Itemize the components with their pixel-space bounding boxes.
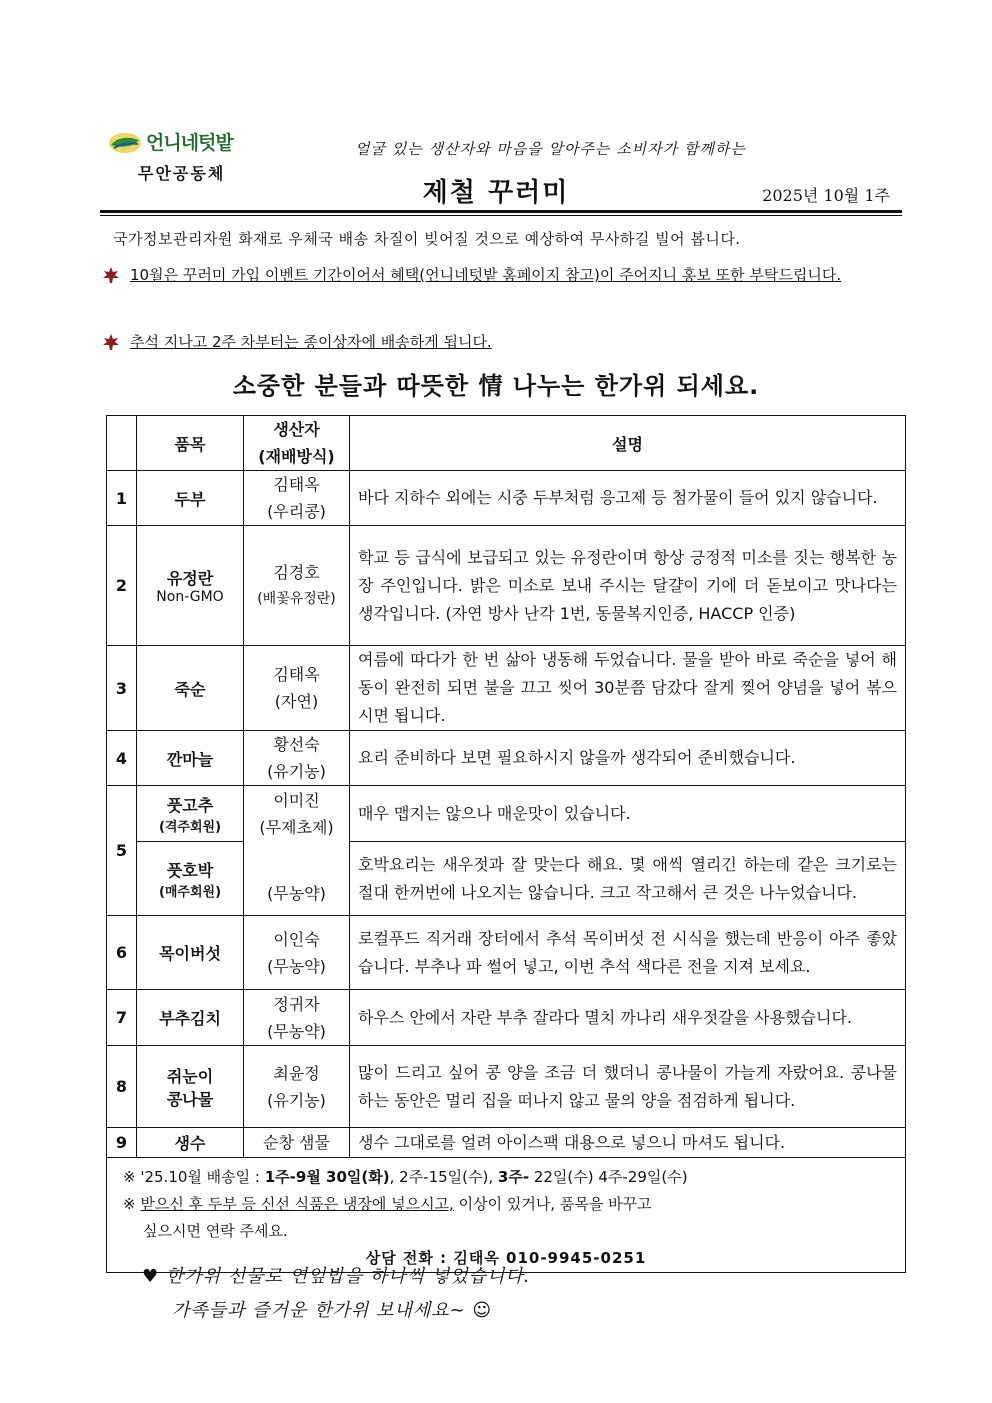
logo-leaf-icon (108, 130, 142, 154)
table-row: 4 깐마늘 황선숙 (유기농) 요리 준비하다 보면 필요하시지 않을까 생각되어 준비했습니다. (107, 731, 906, 786)
divider-thick (100, 210, 902, 213)
bullet-box-text: 추석 지나고 2주 차부터는 종이상자에 배송하게 됩니다. (130, 333, 492, 351)
closing-line1: ♥ 한가위 선물로 연잎밥을 하나씩 넣었습니다. (142, 1266, 531, 1287)
divider-thin (100, 215, 902, 216)
headline: 소중한 분들과 따뜻한 情 나누는 한가위 되세요. (232, 372, 760, 400)
table-row: 8 쥐눈이 콩나물 최윤정 (유기농) 많이 드리고 싶어 콩 양을 조금 더 했더니 콩나물이 가늘게 자랐어요. 콩나물 하는 동안은 멀리 집을 떠나지 않고 물의 양을 점검하게 됩니다. (107, 1046, 906, 1128)
delivery-schedule: ※ '25.10월 배송일 : 1주-9월 30일(화), 2주-15일(수), 3주- 22일(수) 4주-29일(수) (123, 1168, 688, 1186)
maple-leaf-icon (102, 266, 120, 284)
table-row: 1 두부 김태옥 (우리콩) 바다 지하수 외에는 시중 두부처럼 응고제 등 첨가물이 들어 있지 않습니다. (107, 471, 906, 526)
table-row: 2 유정란 Non-GMO 김경호 (배꽃유정란) 학교 등 급식에 보급되고 있는 유정란이며 항상 긍정적 미소를 짓는 행복한 농장 주인입니다. 밝은 미소로 보내 주시는 달걀이 기에 더 돋보이고 맛나다는 생각입니다. (자연 방사 난각 1번, 동물복지인증, HACCP 인증) (107, 526, 906, 646)
table-row: 풋호박 (매주회원) (무농약) 호박요리는 새우젓과 잘 맞는다 해요. 몇 애씩 열리긴 하는데 같은 크기로는 절대 한꺼번에 나오지는 않습니다. 크고 작고해서 큰 것은 나누었습니다. (107, 842, 906, 916)
bullet-event-text: 10월은 꾸러미 가입 이벤트 기간이어서 혜택(언니네텃밭 홈페이지 참고)이 주어지니 홍보 또한 부탁드립니다. (130, 266, 842, 284)
table-row: 6 목이버섯 이인숙 (무농약) 로컬푸드 직거래 장터에서 추석 목이버섯 전 시식을 했는데 반응이 아주 좋았습니다. 부추나 파 썰어 넣고, 이번 추석 색다른 전을 지져 보세요. (107, 916, 906, 990)
page-title: 제철 꾸러미 (422, 178, 570, 208)
header-desc: 설명 (350, 416, 906, 471)
bullet-event (102, 260, 902, 290)
table-row: 3 죽순 김태옥 (자연) 여름에 따다가 한 번 삶아 냉동해 두었습니다. 물을 받아 바로 죽순을 넣어 해동이 완전히 되면 불을 끄고 씻어 30분쯤 담갔다 잘게 찢어 양념을 넣어 볶으시면 됩니다. (107, 646, 906, 731)
notice: 국가정보관리자원 화재로 우체국 배송 차질이 빚어질 것으로 예상하여 무사하길 빌어 봅니다. (113, 230, 741, 248)
care-note: ※ 받으신 후 두부 등 신선 식품은 냉장에 넣으시고, 이상이 있거나, 품목을 바꾸고 (123, 1195, 652, 1213)
care-note-line2: 싶으시면 연락 주세요. (143, 1222, 288, 1240)
issue-date: 2025년 10월 1주 (762, 186, 890, 205)
header-item: 품목 (137, 416, 244, 471)
maple-leaf-icon (102, 333, 120, 351)
contact-phone: 상담 전화 : 김태옥 010-9945-0251 (365, 1249, 647, 1267)
table-row: 9 생수 순창 샘물 생수 그대로를 얼려 아이스팩 대용으로 넣으니 마셔도 됩니다. (107, 1128, 906, 1158)
closing-line2: 가족들과 즐거운 한가위 보내세요~ ☺ (172, 1300, 493, 1321)
logo-sub: 무안공동체 (138, 164, 226, 183)
logo-brand: 언니네텃밭 (146, 132, 233, 154)
bullet-box (102, 327, 492, 357)
table-row: 5 풋고추 (격주회원) 이미진 (무제초제) 매우 맵지는 않으나 매운맛이 있습니다. (107, 786, 906, 842)
items-table (106, 415, 906, 1273)
table-row: 7 부추김치 정귀자 (무농약) 하우스 안에서 자란 부추 잘라다 멸치 까나리 새우젓갈을 사용했습니다. (107, 990, 906, 1046)
footer-notes (107, 1158, 906, 1273)
footer-row (107, 1158, 906, 1273)
tagline: 얼굴 있는 생산자와 마음을 알아주는 소비자가 함께하는 (355, 140, 746, 158)
table-header-row (107, 416, 906, 471)
heart-icon: ♥ (142, 1266, 160, 1287)
header-producer: 생산자 (재배방식) (244, 416, 350, 471)
